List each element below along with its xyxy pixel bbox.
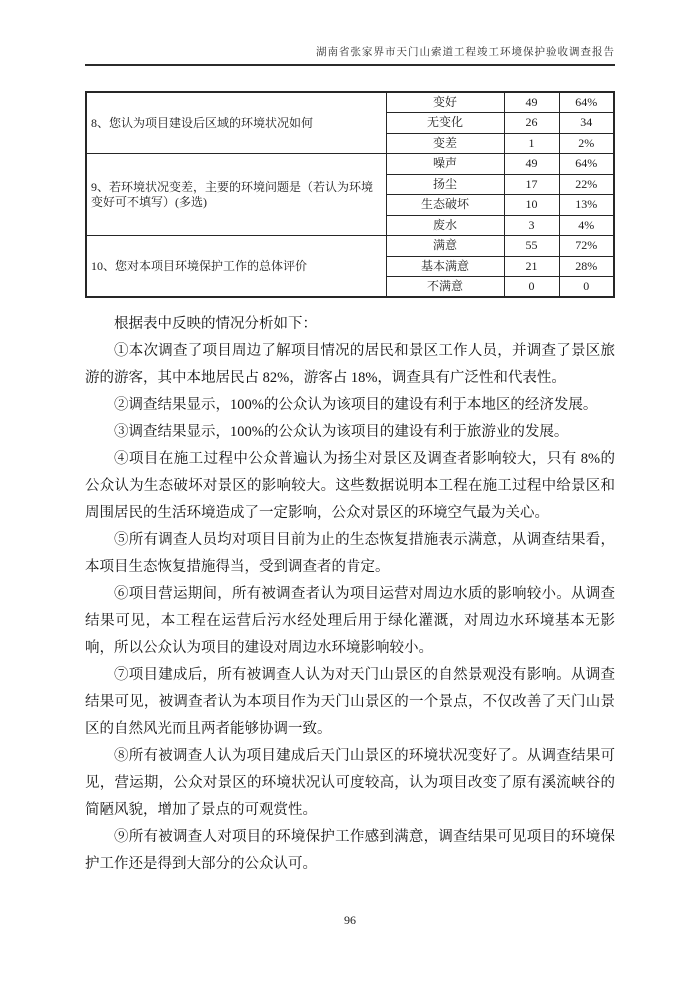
count-cell: 0 [504, 277, 559, 298]
option-cell: 废水 [386, 215, 504, 236]
option-cell: 基本满意 [386, 256, 504, 277]
analysis-paragraph: ④项目在施工过程中公众普遍认为扬尘对景区及调查者影响较大，只有 8%的公众认为生态破坏对景区的影响较大。这些数据说明本工程在施工过程中给景区和周围居民的生活环境造成了一定影响，公众对景区的环境空气最为关心。 [85, 451, 615, 521]
percent-cell: 72% [559, 236, 614, 257]
option-cell: 噪声 [386, 154, 504, 175]
percent-cell: 13% [559, 195, 614, 216]
percent-cell: 64% [559, 154, 614, 175]
table-row [86, 92, 614, 113]
table-row [86, 236, 614, 257]
analysis-paragraph: ②调查结果显示，100%的公众认为该项目的建设有利于本地区的经济发展。 [114, 397, 598, 413]
percent-cell: 22% [559, 174, 614, 195]
analysis-paragraph: ⑤所有调查人员均对项目目前为止的生态恢复措施表示满意，从调查结果看，本项目生态恢复措施得当，受到调查者的肯定。 [85, 532, 615, 575]
analysis-paragraph: ③调查结果显示，100%的公众认为该项目的建设有利于旅游业的发展。 [114, 424, 569, 440]
analysis-paragraph: ⑥项目营运期间，所有被调查者认为项目运营对周边水质的影响较小。从调查结果可见，本工程在运营后污水经处理后用于绿化灌溉，对周边水环境基本无影响，所以公众认为项目的建设对周边水环境影响较小。 [85, 586, 615, 656]
percent-cell: 34 [559, 113, 614, 134]
page-header-title: 湖南省张家界市天门山索道工程竣工环境保护验收调查报告 [316, 47, 615, 58]
count-cell: 21 [504, 256, 559, 277]
option-cell: 变好 [386, 92, 504, 113]
option-cell: 变差 [386, 133, 504, 154]
option-cell: 生态破坏 [386, 195, 504, 216]
analysis-paragraph: ⑧所有被调查人认为项目建成后天门山景区的环境状况变好了。从调查结果可见，营运期，公众对景区的环境状况认可度较高，认为项目改变了原有溪流峡谷的简陋风貌，增加了景点的可观赏性。 [85, 748, 615, 818]
percent-cell: 28% [559, 256, 614, 277]
analysis-paragraph: ⑨所有被调查人对项目的环境保护工作感到满意，调查结果可见项目的环境保护工作还是得到大部分的公众认可。 [85, 829, 615, 872]
analysis-paragraph: ⑦项目建成后，所有被调查人认为对天门山景区的自然景观没有影响。从调查结果可见，被调查者认为本项目作为天门山景区的一个景点，不仅改善了天门山景区的自然风光而且两者能够协调一致。 [85, 667, 615, 737]
survey-table [85, 91, 615, 298]
analysis-intro: 根据表中反映的情况分析如下： [114, 316, 317, 332]
percent-cell: 4% [559, 215, 614, 236]
count-cell: 3 [504, 215, 559, 236]
page-number: 96 [344, 913, 356, 927]
question-cell: 8、您认为项目建设后区域的环境状况如何 [86, 92, 386, 154]
count-cell: 1 [504, 133, 559, 154]
analysis-paragraph: ①本次调查了项目周边了解项目情况的居民和景区工作人员，并调查了景区旅游的游客，其中本地居民占 82%，游客占 18%，调查具有广泛性和代表性。 [85, 343, 615, 386]
count-cell: 10 [504, 195, 559, 216]
count-cell: 49 [504, 154, 559, 175]
option-cell: 无变化 [386, 113, 504, 134]
count-cell: 49 [504, 92, 559, 113]
option-cell: 扬尘 [386, 174, 504, 195]
option-cell: 不满意 [386, 277, 504, 298]
analysis-section [85, 311, 615, 878]
count-cell: 26 [504, 113, 559, 134]
percent-cell: 0 [559, 277, 614, 298]
question-cell: 9、若环境状况变差，主要的环境问题是（若认为环境变好可不填写）(多选) [86, 154, 386, 236]
percent-cell: 64% [559, 92, 614, 113]
count-cell: 17 [504, 174, 559, 195]
table-row [86, 154, 614, 175]
header-divider [85, 64, 615, 66]
option-cell: 满意 [386, 236, 504, 257]
count-cell: 55 [504, 236, 559, 257]
percent-cell: 2% [559, 133, 614, 154]
question-cell: 10、您对本项目环境保护工作的总体评价 [86, 236, 386, 298]
